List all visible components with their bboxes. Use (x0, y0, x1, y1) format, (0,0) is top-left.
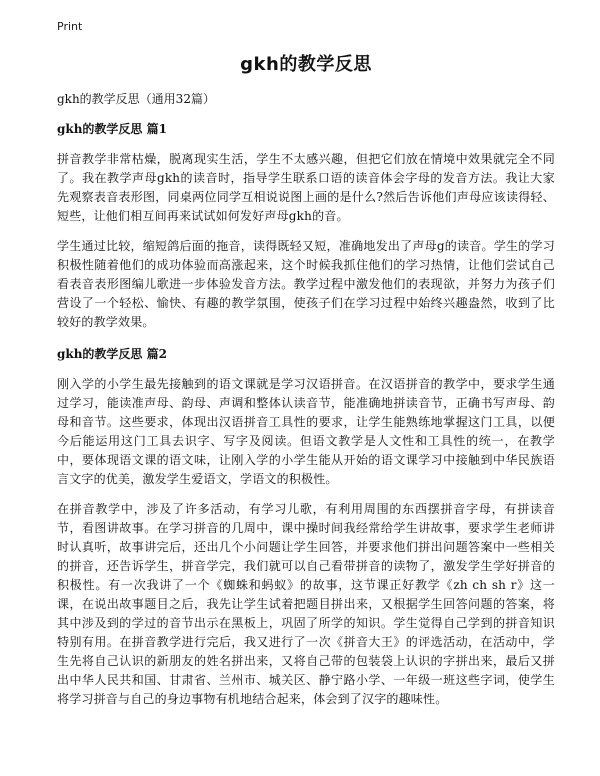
section-1 (57, 120, 555, 332)
print-link[interactable]: Print (57, 20, 83, 33)
section-heading: gkh的教学反思 篇1 (57, 122, 167, 136)
paragraph: 拼音教学非常枯燥，脱离现实生活，学生不太感兴趣，但把它们放在情境中效果就完全不同了。我在教学声母gkh的读音时，指导学生联系口语的读音体会字母的发音方法。我让大家先观察表音表形图，同桌两位同学互相说说图上画的是什么?然后告诉他们声母应该读得轻、短些，让他们相互间再来试试如何发好声母gkh的音。 (57, 152, 555, 223)
section-2 (57, 345, 555, 709)
paragraph: 在拼音教学中，涉及了许多活动，有学习儿歌，有利用周围的东西摆拼音字母，有拼读音节，看图讲故事。在学习拼音的几周中，课中操时间我经常给学生讲故事，要求学生老师讲时认真听，故事讲完后，还出几个小问题让学生回答，并要求他们拼出问题答案中一些相关的拼音，还告诉学生，拼音学完，我们就可以自己看带拼音的读物了，激发学生学好拼音的积极性。有一次我讲了一个《蜘蛛和蚂蚁》的故事，这节课正好教学《zh ch sh r》这一课，在说出故事题目之后，我先让学生试着把题目拼出来，又根据学生回答问题的答案，将其中涉及到的学过的音节出示在黑板上，巩固了所学的知识。学生觉得自己学到的拼音知识特别有用。在拼音教学进行完后，我又进行了一次《拼音大王》的评选活动，在活动中，学生先将自己认识的新朋友的姓名拼出来，又将自己带的包装袋上认识的字拼出来，最后又拼出中华人民共和国、甘肃省、兰州市、城关区、静宁路小学、一年级一班这些字词，使学生将学习拼音与自己的身边事物有机地结合起来，体会到了汉字的趣味性。 (57, 502, 555, 706)
paragraph: 刚入学的小学生最先接触到的语文课就是学习汉语拼音。在汉语拼音的教学中，要求学生通过学习，能读准声母、韵母、声调和整体认读音节，能准确地拼读音节，正确书写声母、韵母和音节。这些要求，体现出汉语拼音工具性的要求，让学生能熟练地掌握这门工具，以便今后能运用这门工具去识字、写字及阅读。但语文教学是人文性和工具性的统一，在教学中，要体现语文课的语文味，让刚入学的小学生能从开始的语文课学习中接触到中华民族语言文字的优美，激发学生爱语文，学语文的积极性。 (57, 377, 555, 486)
document-page (57, 50, 555, 720)
document-subtitle: gkh的教学反思（通用32篇） (57, 92, 215, 106)
paragraph: 学生通过比较，缩短鸽后面的拖音，读得既轻又短，准确地发出了声母g的读音。学生的学习积极性随着他们的成功体验而高涨起来，这个时候我抓住他们的学习热情，让他们尝试自己看表音表形图编儿歌进一步体验发音方法。教学过程中激发他们的表现欲，并努力为孩子们营设了一个轻松、愉快、有趣的教学氛围，使孩子们在学习过程中始终兴趣盎然，收到了比较好的教学效果。 (57, 239, 555, 329)
section-heading: gkh的教学反思 篇2 (57, 347, 167, 361)
page-title: gkh的教学反思 (240, 54, 372, 75)
